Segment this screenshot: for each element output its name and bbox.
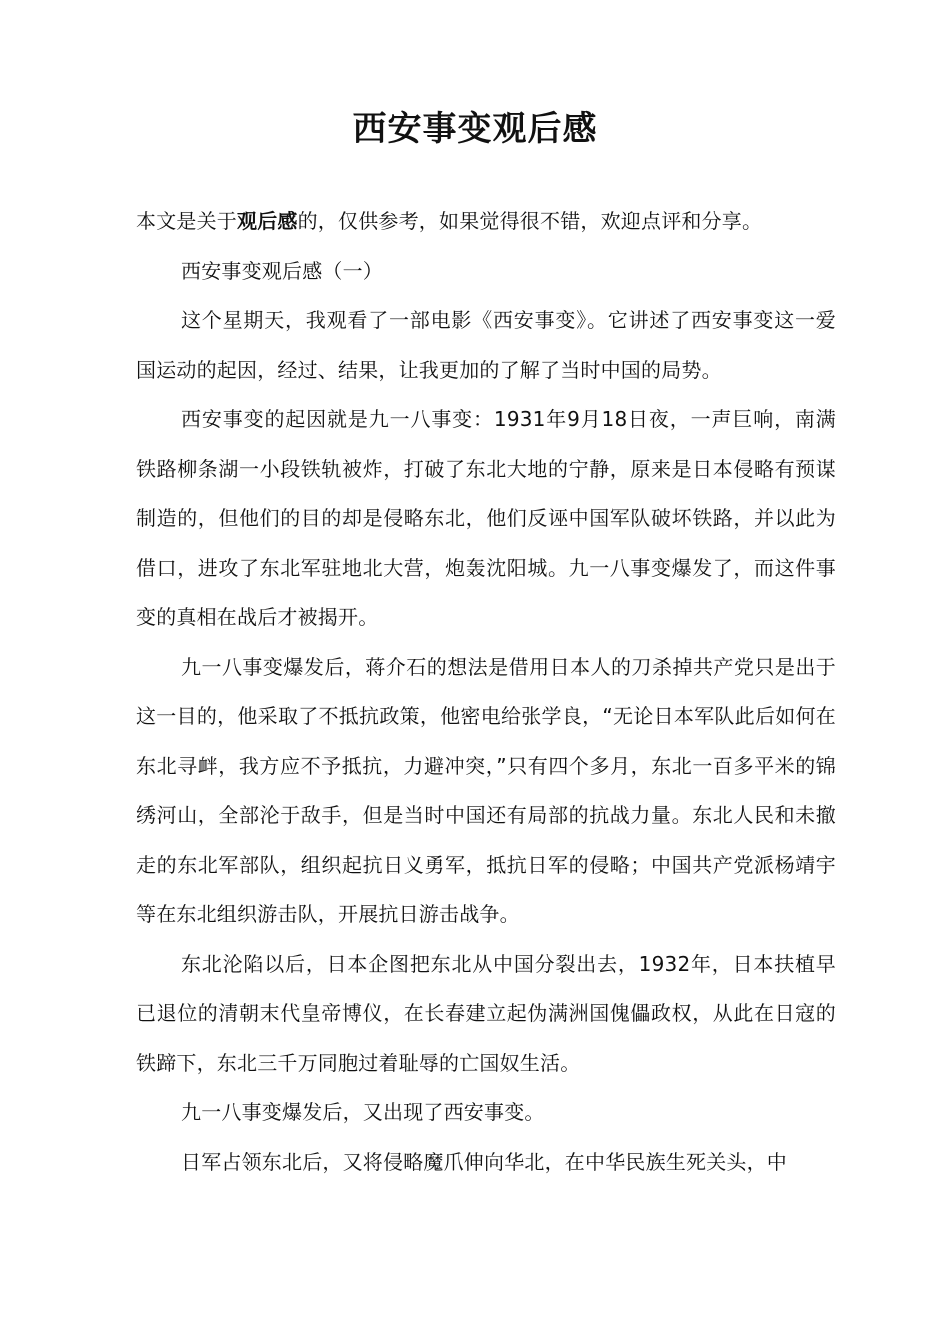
paragraph: 九一八事变爆发后，蒋介石的想法是借用日本人的刀杀掉共产党只是出于这一目的，他采取了不抵抗政策，他密电给张学良，“无论日本军队此后如何在东北寻衅，我方应不予抵抗，力避冲突，”只有四个多月，东北一百多平米的锦绣河山，全部沦于敌手，但是当时中国还有局部的抗战力量。东北人民和未撤走的东北军部队，组织起抗日义勇军，抵抗日军的侵略；中国共产党派杨靖宇等在东北组织游击队，开展抗日游击战争。: [136, 654, 836, 926]
intro-text-before: 本文是关于: [136, 209, 237, 233]
paragraph: 九一八事变爆发后，又出现了西安事变。: [181, 1100, 545, 1124]
paragraph: 日军占领东北后，又将侵略魔爪伸向华北，在中华民族生死关头，中: [181, 1149, 787, 1174]
paragraph: 东北沦陷以后，日本企图把东北从中国分裂出去，1932年，日本扶植早已退位的清朝末代皇帝博仪，在长春建立起伪满洲国傀儡政权，从此在日寇的铁蹄下，东北三千万同胞过着耻辱的亡国奴生活。: [136, 951, 836, 1075]
intro-keyword: 观后感: [237, 209, 298, 233]
document-body: [136, 197, 836, 1187]
intro-paragraph: [136, 197, 836, 247]
intro-text-after: 的，仅供参考，如果觉得很不错，欢迎点评和分享。: [297, 209, 763, 233]
section-heading: 西安事变观后感（一）: [181, 258, 383, 283]
document-title: 西安事变观后感: [352, 109, 598, 149]
paragraph: 西安事变的起因就是九一八事变：1931年9月18日夜，一声巨响，南满铁路柳条湖一小段铁轨被炸，打破了东北大地的宁静，原来是日本侵略有预谋制造的，但他们的目的却是侵略东北，他们反诬中国军队破坏铁路，并以此为借口，进攻了东北军驻地北大营，炮轰沈阳城。九一八事变爆发了，而这件事变的真相在战后才被揭开。: [136, 407, 836, 629]
paragraph: 这个星期天，我观看了一部电影《西安事变》。它讲述了西安事变这一爱国运动的起因，经过、结果，让我更加的了解了当时中国的局势。: [136, 308, 836, 382]
